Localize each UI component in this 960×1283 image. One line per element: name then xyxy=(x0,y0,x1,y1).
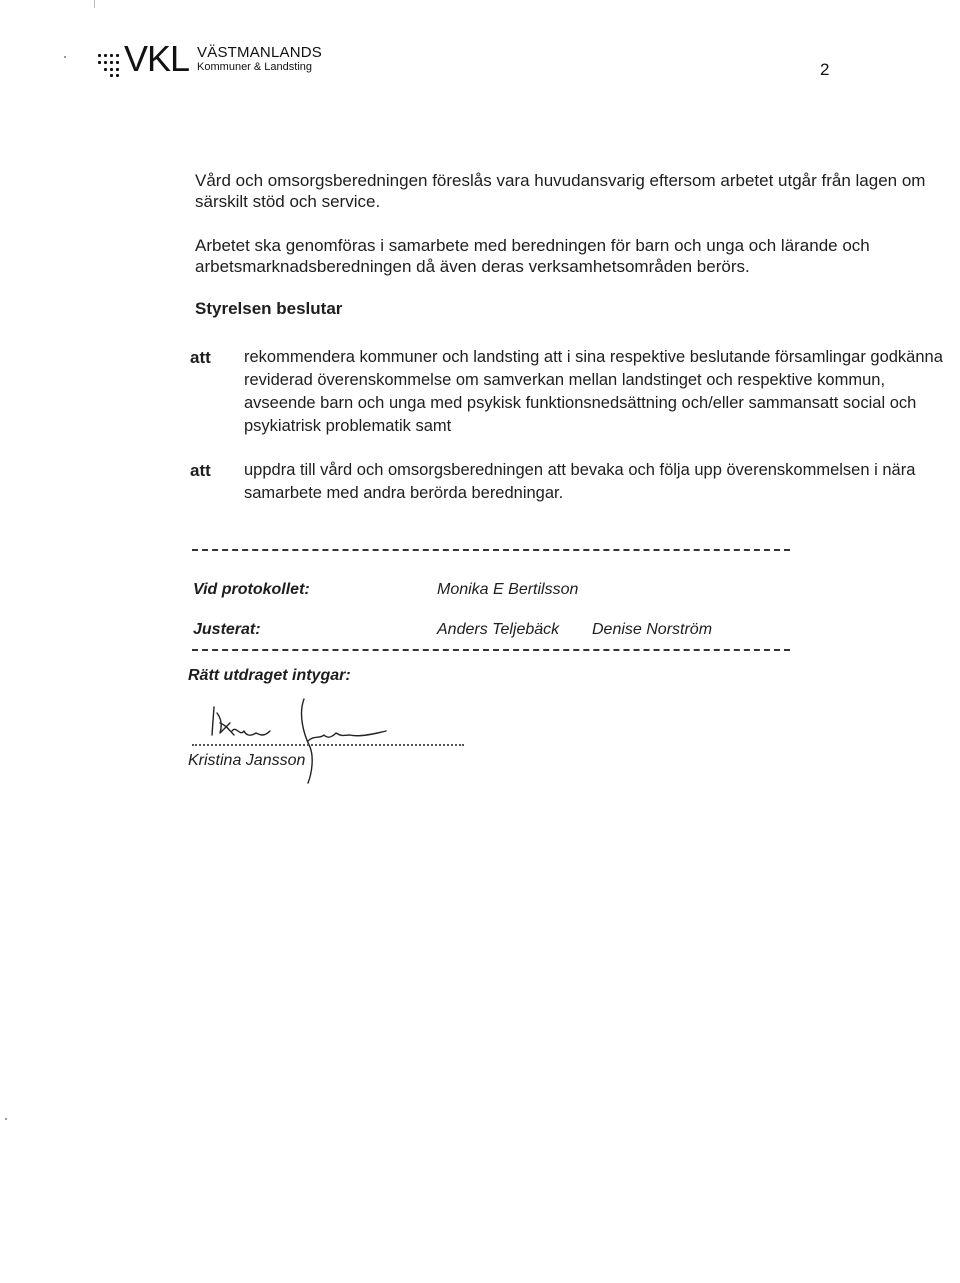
verifier-name: Anders Teljebäck xyxy=(437,621,560,638)
vkl-logo xyxy=(96,36,322,79)
decision-text: uppdra till vård och omsorgsberedningen att bevaka och följa upp överenskommelsen i nära samarbete med andra berörda beredningar. xyxy=(244,461,916,502)
org-subtitle: Kommuner & Landsting xyxy=(197,61,312,73)
signer-name: Kristina Jansson xyxy=(188,752,306,769)
decision-text: rekommendera kommuner och landsting att i sina respektive beslutande församlingar godkänna reviderad överenskommelse om samverkan mellan landstinget och respektive kommun, avseende barn och unga med psykisk funktionsnedsättning och/eller sammansatt social och psykiatrisk problematik samt xyxy=(244,348,943,435)
signature-line xyxy=(192,744,464,746)
protocol-label: Vid protokollet: xyxy=(193,581,310,598)
verified-label: Justerat: xyxy=(193,621,261,638)
dashed-divider xyxy=(192,649,790,655)
logo-dots-icon xyxy=(96,46,122,76)
certified-label: Rätt utdraget intygar: xyxy=(188,667,351,684)
scan-speck xyxy=(64,56,66,58)
decision-item xyxy=(190,346,960,438)
logo-mark: VKL xyxy=(124,38,190,79)
decision-marker: att xyxy=(190,348,211,367)
dashed-divider xyxy=(192,549,790,555)
org-name: VÄSTMANLANDS xyxy=(197,44,322,61)
verifier-name: Denise Norström xyxy=(592,621,713,638)
decision-item xyxy=(190,459,960,505)
scan-speck xyxy=(5,1118,7,1120)
scan-speck xyxy=(94,0,95,8)
handwritten-signature xyxy=(190,695,410,790)
decision-heading: Styrelsen beslutar xyxy=(195,299,343,318)
page-number: 2 xyxy=(820,60,830,79)
decision-marker: att xyxy=(190,461,211,480)
paragraph-responsibility: Vård och omsorgsberedningen föreslås vara huvudansvarig eftersom arbetet utgår från lagen om särskilt stöd och service. xyxy=(195,171,926,211)
protocol-name: Monika E Bertilsson xyxy=(437,581,579,598)
paragraph-collaboration: Arbetet ska genomföras i samarbete med beredningen för barn och unga och lärande och arbetsmarknadsberedningen då även deras verksamhetsområden berörs. xyxy=(195,236,870,276)
